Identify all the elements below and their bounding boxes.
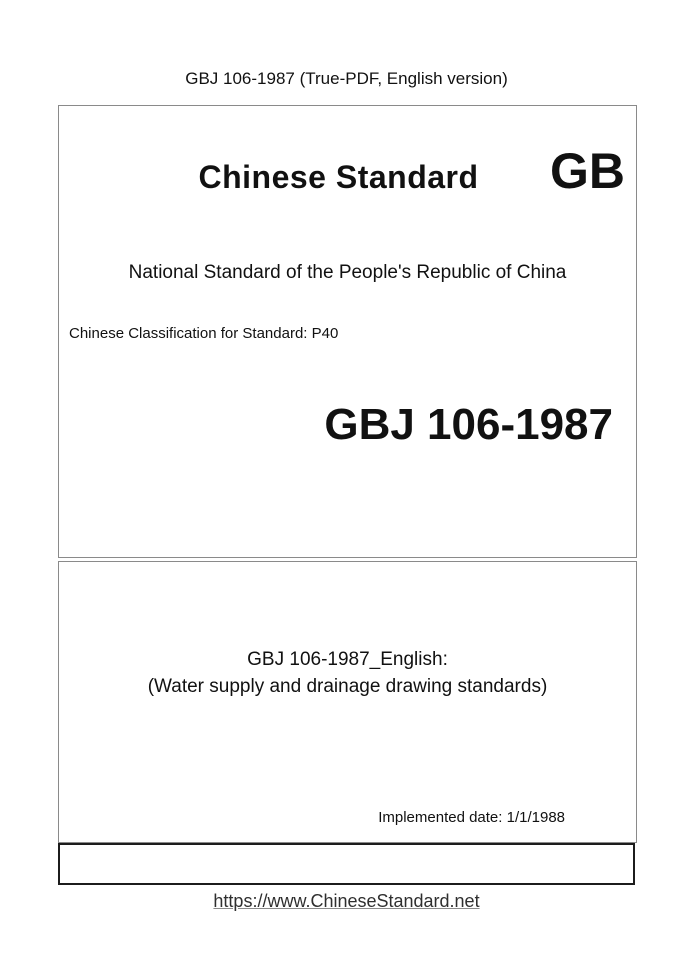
national-standard-line: National Standard of the People's Republic of China (128, 262, 567, 283)
implemented-date: Implemented date: 1/1/1988 (378, 809, 565, 826)
brand-title: Chinese Standard (198, 159, 479, 195)
footer-website-link[interactable]: https://www.ChineseStandard.net (213, 891, 480, 911)
footer (0, 891, 693, 912)
classification-line: Chinese Classification for Standard: P40 (69, 325, 339, 342)
standard-number: GBJ 106-1987 (324, 400, 613, 449)
gb-logo: GB (550, 143, 625, 199)
english-title (59, 646, 636, 700)
english-title-line1: GBJ 106-1987_English: (247, 649, 448, 670)
english-title-line2: (Water supply and drainage drawing standards) (147, 676, 548, 697)
cover-empty-box (58, 843, 635, 885)
cover-details-box (58, 561, 637, 843)
page-header-title: GBJ 106-1987 (True-PDF, English version) (185, 69, 508, 88)
cover-main-box (58, 105, 637, 558)
